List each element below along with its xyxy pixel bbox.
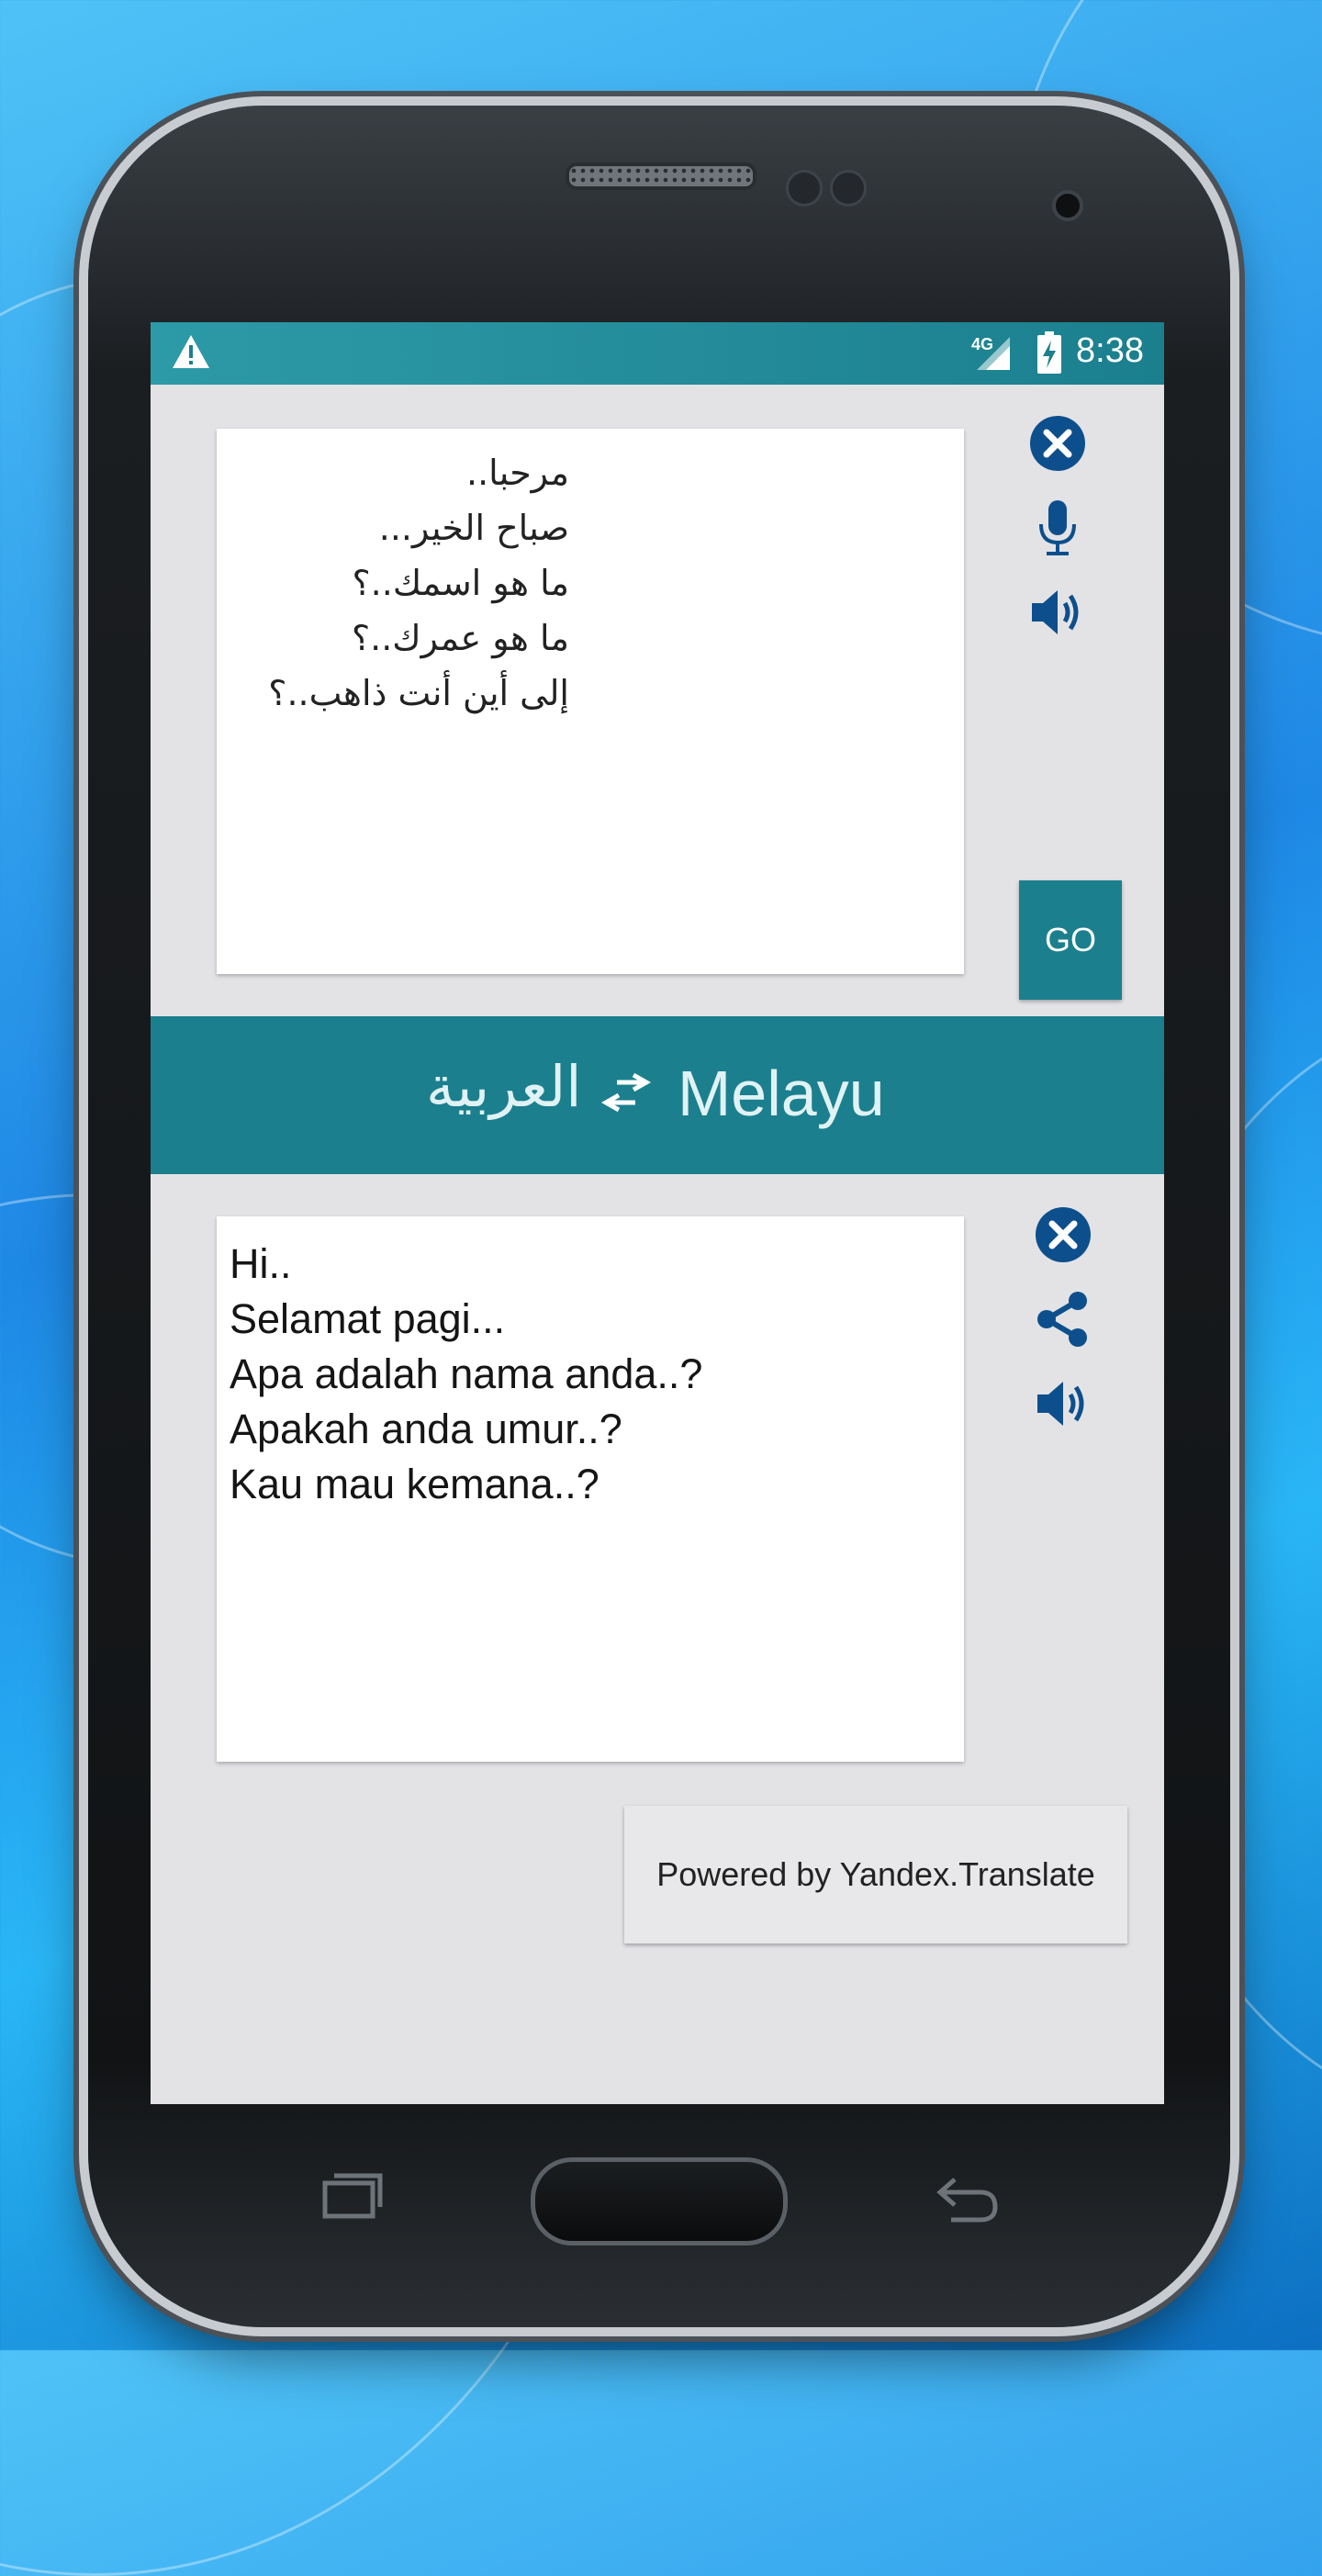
source-line: صباح الخير... <box>378 508 569 548</box>
speaker-output-icon[interactable] <box>1034 1374 1092 1433</box>
status-time: 8:38 <box>1076 331 1144 370</box>
swap-languages-icon[interactable] <box>600 1070 652 1117</box>
source-language[interactable]: العربية <box>426 1053 582 1120</box>
warning-icon <box>171 333 211 370</box>
source-text-input[interactable] <box>217 429 964 974</box>
output-line: Hi.. <box>230 1240 292 1287</box>
yandex-credit[interactable] <box>624 1806 1127 1943</box>
clear-output-icon[interactable] <box>1034 1205 1092 1264</box>
recent-apps-icon[interactable] <box>318 2167 384 2225</box>
microphone-icon[interactable] <box>1028 498 1087 557</box>
output-line: Selamat pagi... <box>230 1295 506 1342</box>
translation-output[interactable] <box>217 1216 964 1762</box>
output-line: Kau mau kemana..? <box>230 1461 599 1507</box>
share-icon[interactable] <box>1034 1290 1092 1349</box>
front-camera <box>1052 190 1083 221</box>
screen <box>151 322 1164 2104</box>
home-button[interactable] <box>531 2157 788 2246</box>
earpiece-speaker <box>566 162 756 190</box>
translated-text <box>230 1237 702 1512</box>
source-line: ما هو اسمك..؟ <box>352 563 569 603</box>
proximity-sensor <box>786 170 823 207</box>
go-button[interactable]: GO <box>1019 880 1122 1000</box>
back-icon[interactable] <box>933 2167 1001 2225</box>
output-line: Apa adalah nama anda..? <box>230 1350 703 1397</box>
speaker-input-icon[interactable] <box>1028 583 1087 642</box>
source-text <box>230 445 569 721</box>
source-line: إلى أين أنت ذاهب..؟ <box>268 673 569 713</box>
target-language[interactable]: Melayu <box>678 1058 885 1129</box>
status-bar <box>151 322 1164 385</box>
output-line: Apakah anda umur..? <box>230 1406 622 1452</box>
source-line: ما هو عمرك..؟ <box>351 618 569 658</box>
clear-input-icon[interactable] <box>1028 414 1087 473</box>
battery-charging-icon <box>1037 331 1061 374</box>
language-bar <box>151 1016 1164 1174</box>
light-sensor <box>830 170 867 207</box>
network-type: 4G <box>971 335 994 353</box>
source-line: مرحبا.. <box>465 453 569 493</box>
credit-text: Powered by Yandex.Translate <box>656 1855 1095 1893</box>
